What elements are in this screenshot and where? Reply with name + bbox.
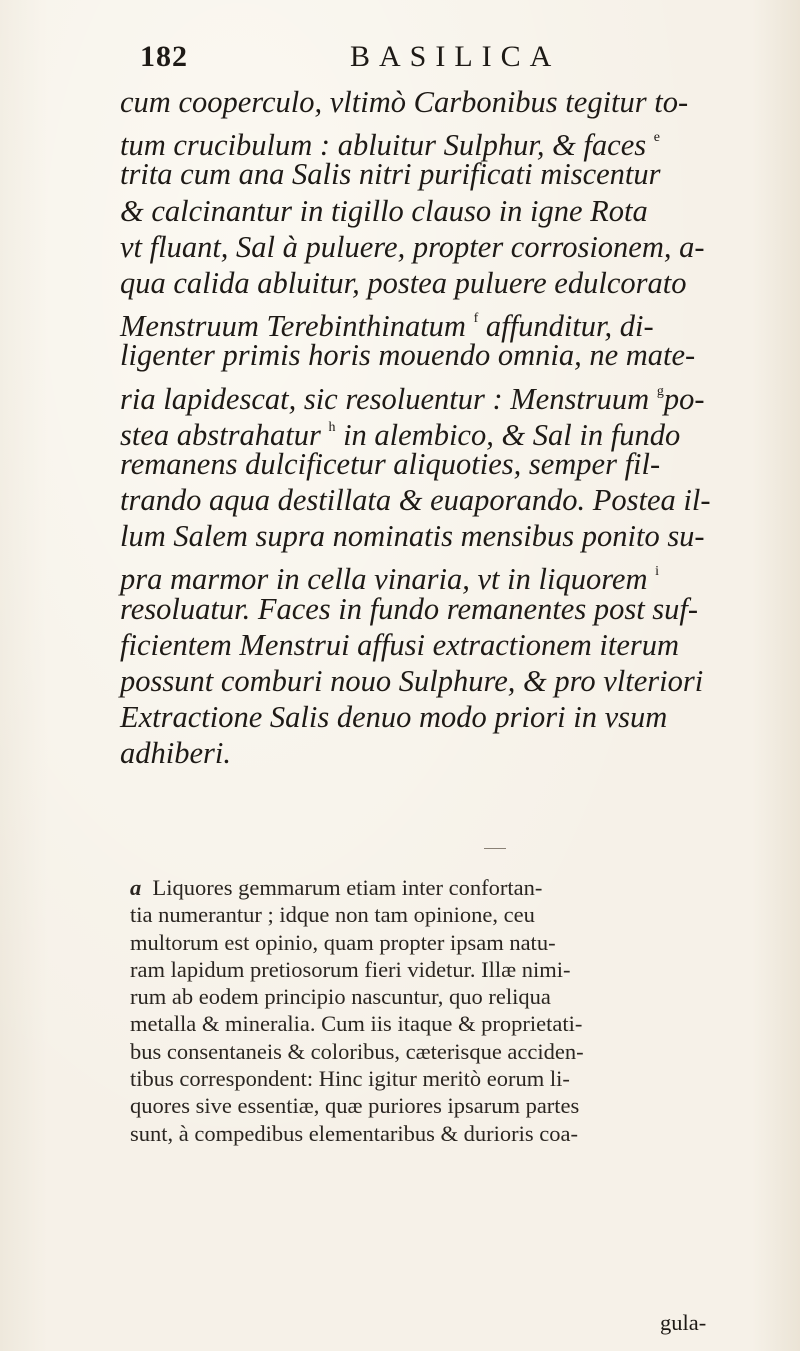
footnote-line: sunt, à compedibus elementaribus & durioris coa- (130, 1120, 579, 1146)
text-line (120, 301, 720, 344)
text-line-content: tum crucibulum : abluitur Sulphur, & faces (120, 128, 647, 163)
footnote-line: ram lapidum pretiosorum fieri videtur. Illæ nimi- (130, 956, 571, 982)
text-line: adhiberi. (120, 736, 231, 771)
page-header (140, 28, 700, 78)
text-line-content: stea abstrahatur (120, 417, 321, 452)
text-line: remanens dulcificetur aliquoties, semper fil- (120, 446, 661, 481)
footnote-line: multorum est opinio, quam propter ipsam natu- (130, 929, 556, 955)
footnote-marker: a (130, 875, 142, 900)
footnote-line: bus consentaneis & coloribus, cæterisque acciden- (130, 1038, 584, 1064)
catchword: gula- (660, 1310, 707, 1335)
text-line (120, 410, 720, 452)
text-line (120, 120, 720, 163)
text-line: cum cooperculo, vltimò Carbonibus tegitur to- (120, 85, 689, 119)
text-line-tail: in alembico, & Sal in fundo (343, 417, 681, 452)
footnote (130, 874, 720, 1147)
text-line: Extractione Salis denuo modo priori in vsum (120, 700, 668, 735)
text-line: lum Salem supra nominatis mensibus ponito su- (120, 519, 705, 554)
text-line: vt fluant, Sal à puluere, propter corrosionem, a- (120, 229, 705, 264)
text-line: possunt comburi nouo Sulphure, & pro vlteriori (120, 664, 704, 698)
page-number: 182 (140, 40, 188, 73)
footnote-reference: g (656, 383, 664, 399)
footnote-line: tia numerantur ; idque non tam opinione, ceu (130, 902, 535, 928)
footnote-line-content: Liquores gemmarum etiam inter confortan- (152, 875, 543, 900)
text-line-tail: affunditur, di- (485, 309, 654, 344)
footnote-line: tibus correspondent: Hinc igitur meritò eorum li- (130, 1066, 570, 1092)
section-divider (484, 848, 506, 849)
text-line: resoluatur. Faces in fundo remanentes post suf- (120, 591, 699, 626)
footnote-line: quores sive essentiæ, quæ puriores ipsarum partes (130, 1093, 580, 1119)
footnote-line (130, 874, 720, 901)
footnote-reference: e (653, 130, 660, 146)
footnote-line: rum ab eodem principio nascuntur, quo reliqua (130, 984, 551, 1010)
text-line (120, 374, 720, 416)
text-line (120, 554, 720, 597)
text-line-content: Menstruum Terebinthinatum (120, 309, 466, 344)
text-line: qua calida abluitur, postea puluere edulcorato (120, 265, 687, 300)
text-line: trita cum ana Salis nitri purificati miscentur (120, 157, 661, 192)
footnote-reference: h (328, 419, 336, 435)
text-line-tail: po- (663, 381, 705, 416)
text-line-content: ria lapidescat, sic resoluentur : Menstruum (120, 381, 650, 416)
footnote-line: metalla & mineralia. Cum iis itaque & proprietati- (130, 1011, 583, 1037)
footnote-reference: f (473, 311, 479, 327)
text-line: & calcinantur in tigillo clauso in igne Rota (120, 193, 648, 228)
running-head: BASILICA (350, 40, 561, 73)
text-line: ligenter primis horis mouendo omnia, ne mate- (120, 338, 696, 373)
footnote-reference: i (655, 564, 660, 580)
text-line-content: pra marmor in cella vinaria, vt in liquorem (120, 562, 648, 597)
main-text (120, 84, 720, 772)
text-line: trando aqua destillata & euaporando. Postea il- (120, 483, 711, 518)
text-line: ficientem Menstrui affusi extractionem iterum (120, 627, 680, 662)
